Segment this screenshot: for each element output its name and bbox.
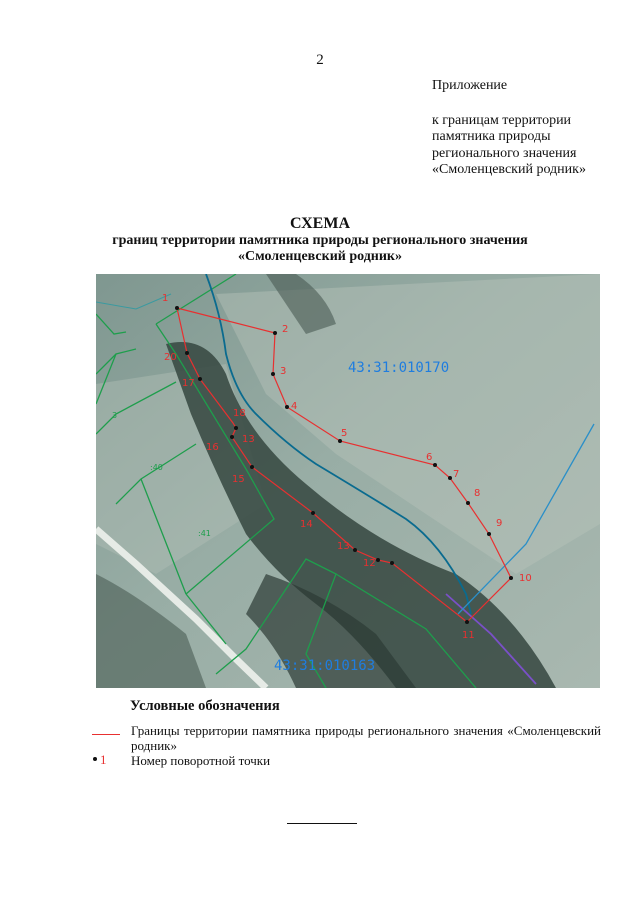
turning-point <box>271 372 275 376</box>
appendix-title: Приложение <box>432 78 508 93</box>
point-label: 5 <box>341 428 348 439</box>
point-label: 13 <box>242 434 255 445</box>
turning-point <box>273 331 277 335</box>
point-label: 4 <box>291 401 298 412</box>
legend-boundary-text: Границы территории памятника природы регионального значения «Смоленцевский родник» <box>131 723 601 753</box>
point-label: 2 <box>282 324 289 335</box>
turning-point <box>311 511 315 515</box>
turning-point <box>185 351 189 355</box>
turning-point <box>198 377 202 381</box>
point-label: 7 <box>453 469 460 480</box>
parcel-label: :41 <box>198 529 211 538</box>
scheme-subtitle-name: «Смоленцевский родник» <box>237 249 402 264</box>
turning-point <box>234 426 238 430</box>
map-canvas <box>96 274 600 688</box>
scheme-heading <box>0 216 640 266</box>
turning-point <box>230 435 234 439</box>
legend-boundary-swatch <box>92 734 120 735</box>
turning-point <box>376 558 380 562</box>
point-label: 16 <box>206 442 219 453</box>
point-label: 18 <box>233 408 246 419</box>
turning-point <box>353 548 357 552</box>
point-label: 15 <box>232 474 245 485</box>
map-scheme[interactable] <box>96 274 600 688</box>
turning-point <box>285 405 289 409</box>
turning-point <box>448 476 452 480</box>
turning-point <box>390 561 394 565</box>
legend-point-number: 1 <box>100 752 107 767</box>
turning-point <box>250 465 254 469</box>
appendix-line: к границам территории <box>432 112 572 128</box>
point-label: 10 <box>519 573 532 584</box>
turning-point <box>338 439 342 443</box>
point-label: 8 <box>474 488 481 499</box>
point-label: 12 <box>363 558 376 569</box>
cadastral-label: 43:31:010170 <box>348 360 450 376</box>
appendix-line: «Смоленцевский родник» <box>432 162 586 177</box>
legend-title: Условные обозначения <box>130 698 280 714</box>
legend-point-dot <box>93 757 97 761</box>
scheme-title: СХЕМА <box>289 215 351 232</box>
scheme-subtitle: границ территории памятника природы регионального значения <box>112 232 528 248</box>
point-label: 17 <box>182 378 195 389</box>
parcel-label: 3 <box>112 411 118 420</box>
turning-point <box>509 576 513 580</box>
appendix-block <box>432 78 632 179</box>
point-label: 13 <box>337 541 350 552</box>
point-label: 20 <box>164 352 177 363</box>
appendix-line: памятника природы <box>432 129 551 144</box>
turning-point <box>175 306 179 310</box>
point-label: 14 <box>300 519 313 530</box>
turning-point <box>466 501 470 505</box>
point-label: 11 <box>462 630 475 641</box>
point-label: 9 <box>496 518 503 529</box>
page-number: 2 <box>316 52 324 68</box>
footer-rule <box>287 823 357 824</box>
legend-point-text: Номер поворотной точки <box>131 753 271 768</box>
point-label: 1 <box>162 293 169 304</box>
point-label: 3 <box>280 366 287 377</box>
turning-point <box>433 463 437 467</box>
turning-point <box>465 620 469 624</box>
cadastral-label: 43:31:010163 <box>274 658 376 674</box>
parcel-label: :40 <box>150 463 163 472</box>
turning-point <box>487 532 491 536</box>
point-label: 6 <box>426 452 433 463</box>
appendix-line: регионального значения <box>432 145 577 161</box>
